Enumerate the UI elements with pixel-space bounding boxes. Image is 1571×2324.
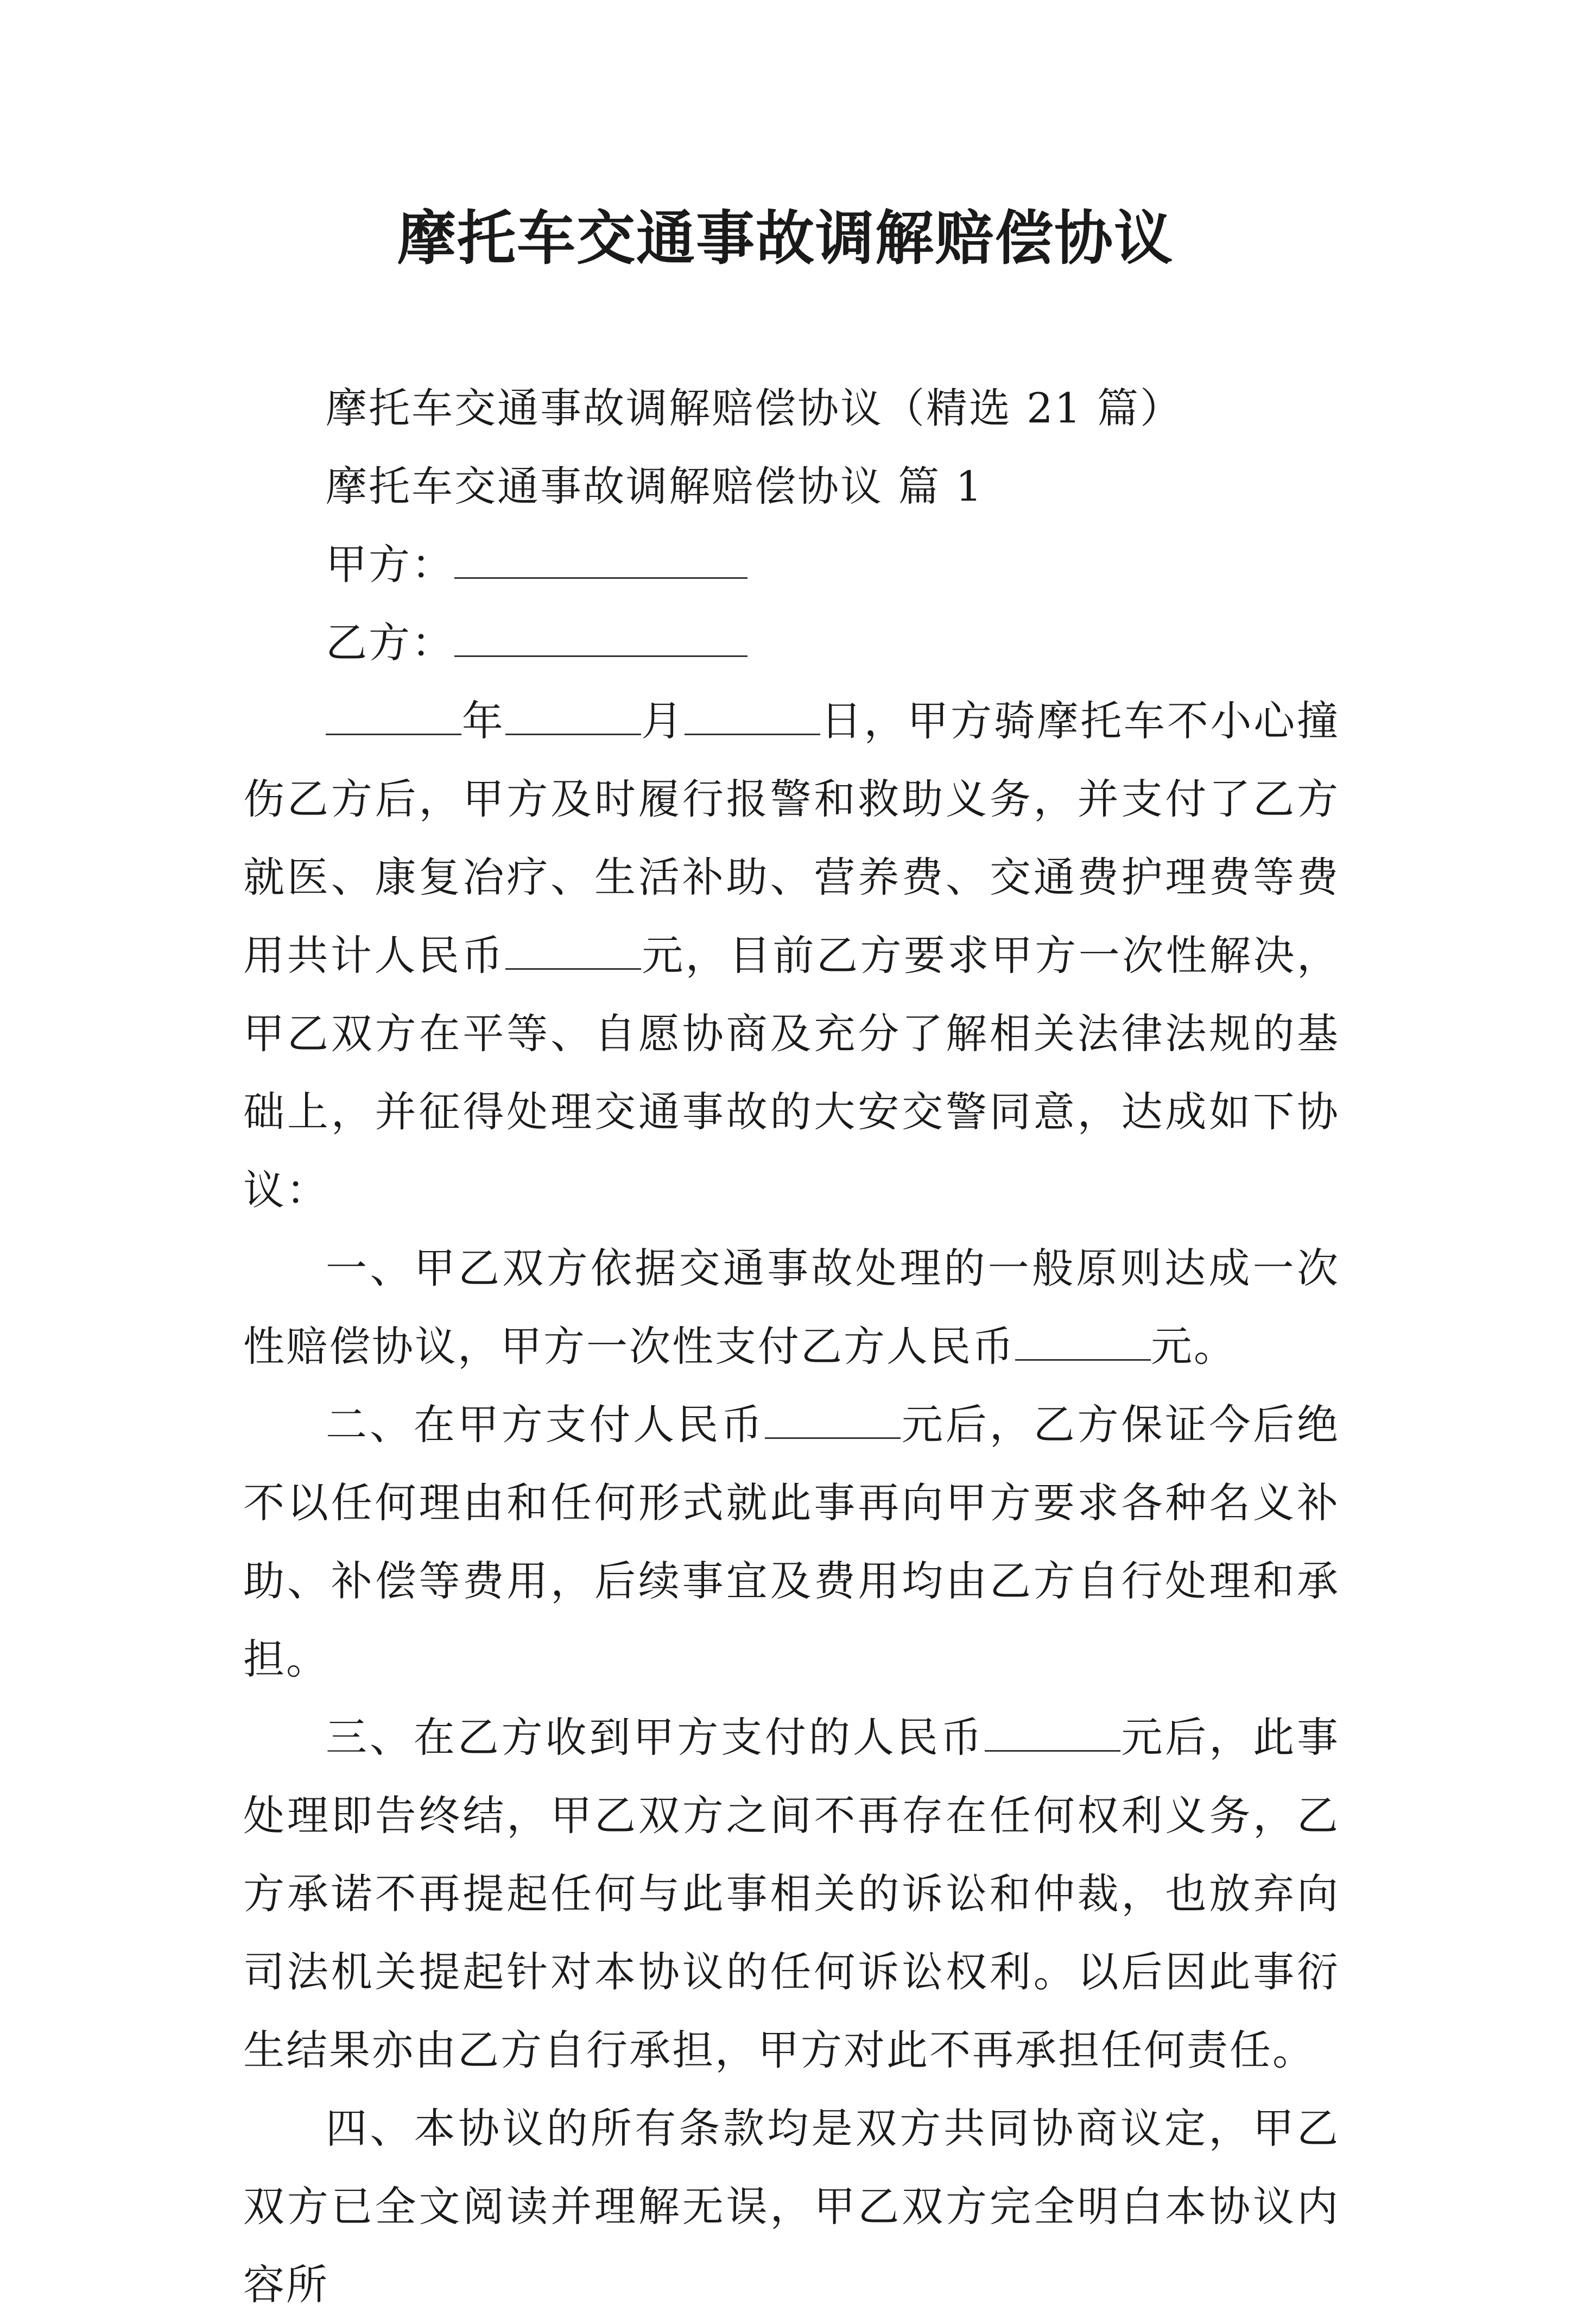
subtitle: 摩托车交通事故调解赔偿协议（精选 21 篇） — [326, 384, 1183, 432]
intro-text-2: 元，目前乙方要求甲方一次性解决，甲乙双方在平等、自愿协商及充分了解相关法律法规的基础上，并征得处理交通事故的大安交警同意，达成如下协议： — [243, 931, 1340, 1214]
clause-3-end: 元后，此事处理即告终结，甲乙双方之间不再存在任何权利义务，乙方承诺不再提起任何与此事相关的诉讼和仲裁，也放弃向司法机关提起针对本协议的任何诉讼权利。以后因此事衍生结果亦由乙方自行承担，甲方对此不再承担任何责任。 — [243, 1713, 1340, 2074]
clause-4: 四、本协议的所有条款均是双方共同协商议定，甲乙双方已全文阅读并理解无误，甲乙双方完全明白本协议内容所 — [243, 2104, 1340, 2309]
clause-2-text: 二、在甲方支付人民币 — [326, 1400, 765, 1449]
clause-1-amount-blank — [1015, 1318, 1151, 1361]
party-b-label: 乙方： — [326, 618, 454, 667]
intro-text: 日，甲方骑摩托车不小心撞伤乙方后，甲方及时履行报警和救助义务，并支付了乙方就医、康复冶疗、生活补助、营养费、交通费护理费等费用共计人民币 — [243, 697, 1340, 980]
year-blank — [326, 692, 461, 735]
clause-3-amount-blank — [985, 1709, 1120, 1752]
year-label: 年 — [461, 697, 505, 745]
clause-3-text: 三、在乙方收到甲方支付的人民币 — [326, 1713, 985, 1761]
total-amount-blank — [505, 927, 641, 970]
party-a-blank — [454, 536, 748, 579]
document-body — [243, 369, 1340, 2324]
party-a-label: 甲方： — [326, 540, 454, 589]
month-label: 月 — [641, 697, 685, 745]
party-a-line — [243, 526, 1340, 604]
clause-2-end: 元后，乙方保证今后绝不以任何理由和任何形式就此事再向甲方要求各种名义补助、补偿等费用，后续事宜及费用均由乙方自行处理和承担。 — [243, 1400, 1340, 1683]
section-heading: 摩托车交通事故调解赔偿协议 篇 1 — [326, 462, 984, 510]
party-b-blank — [454, 614, 748, 657]
clause-2 — [243, 1386, 1340, 1698]
clause-3 — [243, 1698, 1340, 2089]
clause-2-amount-blank — [765, 1396, 901, 1439]
intro-paragraph — [243, 682, 1340, 1229]
document-title: 摩托车交通事故调解赔偿协议 — [397, 205, 1174, 273]
clause-1-text: 一、甲乙双方依据交通事故处理的一般原则达成一次性赔偿协议，甲方一次性支付乙方人民币 — [243, 1244, 1340, 1371]
day-blank — [685, 692, 820, 735]
clause-1-end: 元。 — [1151, 1322, 1237, 1371]
month-blank — [505, 692, 641, 735]
clause-1 — [243, 1229, 1340, 1386]
party-b-line — [243, 604, 1340, 682]
